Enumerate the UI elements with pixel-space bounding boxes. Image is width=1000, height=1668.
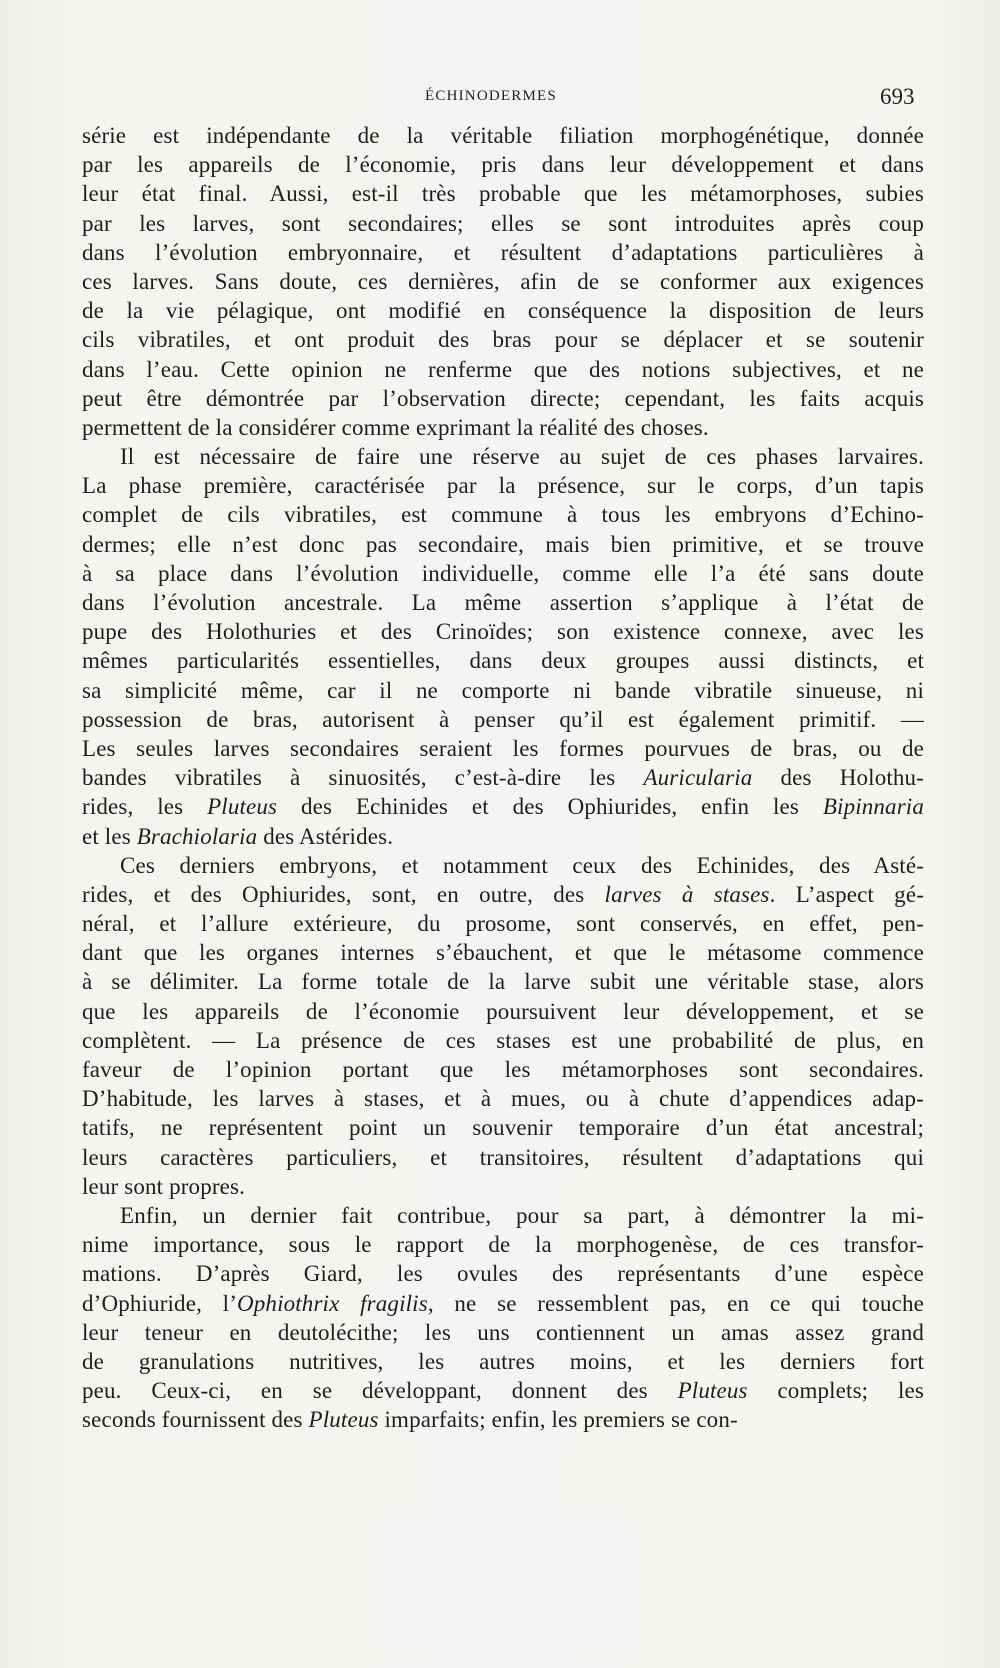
text-line: par les appareils de l’économie, pris dans leur développement et dans [82,152,924,178]
paragraph [82,1201,924,1435]
text-line: dans l’évolution embryonnaire, et résultent d’adaptations particulières à [82,239,924,265]
text-line: d’Ophiuride, l’Ophiothrix fragilis, ne se ressemblent pas, en ce qui touche [82,1290,924,1316]
paragraph [82,121,924,442]
italic-term: Auricularia [643,765,753,791]
text-line: leur teneur en deutolécithe; les uns contiennent un amas assez grand [82,1319,924,1345]
text-line: Il est nécessaire de faire une réserve au sujet de ces phases larvaires. [120,444,924,470]
text-line: nime importance, sous le rapport de la morphogenèse, de ces transfor- [82,1232,924,1258]
text-line: mations. D’après Giard, les ovules des représentants d’une espèce [82,1261,924,1287]
text-line: par les larves, sont secondaires; elles se sont introduites après coup [82,210,924,236]
text-line: seconds fournissent des Pluteus imparfaits; enfin, les premiers se con- [82,1407,738,1433]
text-line: faveur de l’opinion portant que les métamorphoses sont secondaires. [82,1057,924,1082]
text-line: dans l’évolution ancestrale. La même assertion s’applique à l’état de [82,590,924,615]
italic-term: Pluteus [677,1378,748,1404]
italic-term: Bipinnaria [822,794,924,820]
text-line: leur sont propres. [82,1173,246,1199]
text-line: de la vie pélagique, ont modifié en conséquence la disposition de leurs [82,298,924,324]
text-line: rides, et des Ophiurides, sont, en outre, des larves à stases. L’aspect gé- [82,881,924,907]
text-line: leurs caractères particuliers, et transitoires, résultent d’adaptations qui [82,1144,924,1170]
text-line: Les seules larves secondaires seraient les formes pourvues de bras, ou de [82,735,924,761]
text-line: cils vibratiles, et ont produit des bras pour se déplacer et se soutenir [82,327,924,353]
text-line: dant que les organes internes s’ébauchent, et que le métasome commence [82,940,924,966]
text-line: dermes; elle n’est donc pas secondaire, mais bien primitive, et se trouve [82,531,924,557]
text-line: de granulations nutritives, les autres moins, et les derniers fort [82,1348,924,1374]
text-line: et les Brachiolaria des Astérides. [82,823,394,849]
text-line: La phase première, caractérisée par la présence, sur le corps, d’un tapis [82,473,924,499]
text-line: peu. Ceux-ci, en se développant, donnent des Pluteus complets; les [82,1378,925,1404]
text-line: série est indépendante de la véritable filiation morphogénétique, donnée [82,123,924,148]
text-line: permettent de la considérer comme exprimant la réalité des choses. [82,414,709,440]
text-line: rides, les Pluteus des Echinides et des Ophiurides, enfin les Bipinnaria [82,794,924,820]
text-line: ces larves. Sans doute, ces dernières, afin de se conformer aux exigences [82,268,924,294]
paragraph [82,442,924,851]
text-line: sa simplicité même, car il ne comporte ni bande vibratile sinueuse, ni [82,677,924,703]
text-line: peut être démontrée par l’observation directe; cependant, les faits acquis [82,385,924,411]
italic-term: Ophiothrix fragilis [237,1290,428,1316]
text-line: possession de bras, autorisent à penser qu’il est également primitif. — [82,706,924,732]
text-line: pupe des Holothuries et des Crinoïdes; son existence connexe, avec les [82,619,924,645]
text-line: complètent. — La présence de ces stases est une probabilité de plus, en [82,1027,924,1053]
text-line: mêmes particularités essentielles, dans deux groupes aussi distincts, et [82,648,924,674]
page-header [0,84,1000,114]
text-line: que les appareils de l’économie poursuivent leur développement, et se [82,998,924,1024]
text-line: néral, et l’allure extérieure, du prosome, sont conservés, en effet, pen- [82,911,924,937]
text-line: Ces derniers embryons, et notamment ceux des Echinides, des Asté- [120,852,924,878]
page-number: 693 [880,84,915,109]
text-body [82,121,924,1434]
text-line: à se délimiter. La forme totale de la larve subit une véritable stase, alors [82,969,924,995]
text-line: tatifs, ne représentent point un souvenir temporaire d’un état ancestral; [82,1115,924,1141]
italic-term: Pluteus [207,794,278,820]
italic-term: Brachiolaria [136,823,258,849]
paragraph [82,851,924,1201]
text-line: leur état final. Aussi, est-il très probable que les métamorphoses, subies [82,181,924,207]
text-line: complet de cils vibratiles, est commune à tous les embryons d’Echino- [82,502,924,528]
text-line: Enfin, un dernier fait contribue, pour sa part, à démontrer la mi- [120,1202,924,1228]
italic-term: larves à stases [604,881,770,907]
text-line: à sa place dans l’évolution individuelle, comme elle l’a été sans doute [82,560,924,586]
running-title: ÉCHINODERMES [425,88,557,104]
text-line: bandes vibratiles à sinuosités, c’est-à-dire les Auricularia des Holothu- [82,765,924,791]
text-line: D’habitude, les larves à stases, et à mues, ou à chute d’appendices adap- [82,1086,924,1112]
italic-term: Pluteus [308,1407,379,1433]
text-line: dans l’eau. Cette opinion ne renferme que des notions subjectives, et ne [82,356,924,382]
